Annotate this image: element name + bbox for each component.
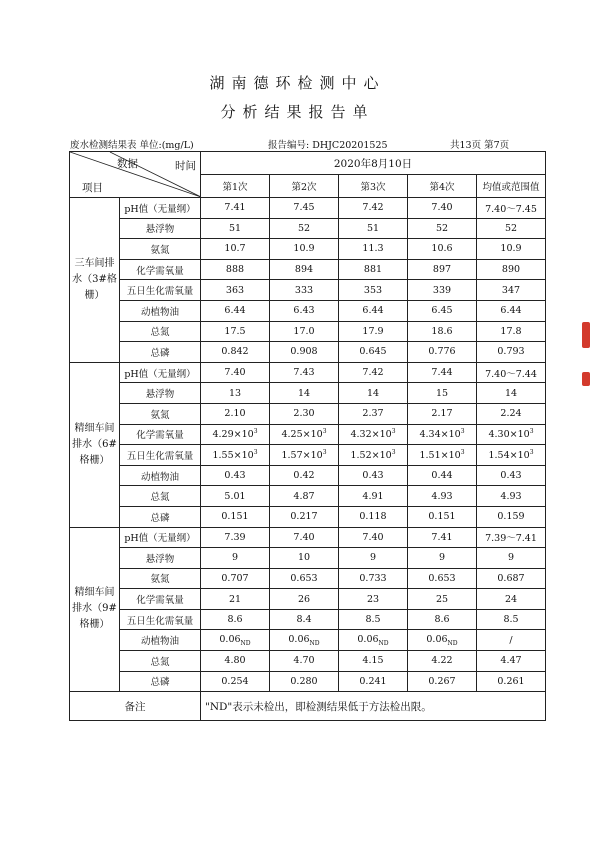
corner-item-label: 项目 xyxy=(82,182,103,194)
result-value: 10 xyxy=(270,548,339,569)
result-value: 10.9 xyxy=(270,239,339,260)
table-row xyxy=(70,280,546,301)
sample-point-label: 精细车间排水（6#格栅） xyxy=(70,362,120,527)
result-value: 11.3 xyxy=(339,239,408,260)
result-value: 6.44 xyxy=(477,300,546,321)
parameter-name: 悬浮物 xyxy=(120,383,201,404)
table-row xyxy=(70,342,546,363)
result-value: 0.241 xyxy=(339,671,408,692)
result-value: 4.22 xyxy=(408,651,477,672)
page-number: 共13页 第7页 xyxy=(450,140,510,151)
column-header: 第2次 xyxy=(270,175,339,198)
result-value: 23 xyxy=(339,589,408,610)
result-value: 8.4 xyxy=(270,609,339,630)
result-value: 2.24 xyxy=(477,403,546,424)
table-row xyxy=(70,506,546,527)
result-value: 353 xyxy=(339,280,408,301)
parameter-name: 动植物油 xyxy=(120,300,201,321)
parameter-name: 动植物油 xyxy=(120,630,201,651)
table-row xyxy=(70,445,546,466)
table-row xyxy=(70,383,546,404)
result-value: 8.5 xyxy=(477,609,546,630)
result-value: 15 xyxy=(408,383,477,404)
result-value: 7.39 xyxy=(201,527,270,548)
result-value: 0.908 xyxy=(270,342,339,363)
parameter-name: 氨氮 xyxy=(120,239,201,260)
result-value: $1.52\times 10^3$ xyxy=(339,445,408,466)
result-value: / xyxy=(477,630,546,651)
result-value: $4.25\times 10^3$ xyxy=(270,424,339,445)
result-value: 0.653 xyxy=(408,568,477,589)
parameter-name: 总氮 xyxy=(120,651,201,672)
result-value: 7.42 xyxy=(339,362,408,383)
parameter-name: 悬浮物 xyxy=(120,218,201,239)
result-value: 2.30 xyxy=(270,403,339,424)
result-value: 0.687 xyxy=(477,568,546,589)
parameter-name: 动植物油 xyxy=(120,465,201,486)
table-row xyxy=(70,300,546,321)
result-value: 18.6 xyxy=(408,321,477,342)
column-header: 第1次 xyxy=(201,175,270,198)
result-value: 0.261 xyxy=(477,671,546,692)
result-value: 0.653 xyxy=(270,568,339,589)
corner-data-label: 数据 xyxy=(117,158,138,170)
result-value: 7.40 xyxy=(408,198,477,219)
result-value: 7.45 xyxy=(270,198,339,219)
result-value: 339 xyxy=(408,280,477,301)
result-value: 7.41 xyxy=(408,527,477,548)
result-value: 2.37 xyxy=(339,403,408,424)
result-value: 9 xyxy=(339,548,408,569)
corner-diagonal-cell xyxy=(70,152,201,198)
parameter-name: 悬浮物 xyxy=(120,548,201,569)
org-name: 湖南德环检测中心 xyxy=(209,74,386,92)
result-value: 888 xyxy=(201,259,270,280)
result-value: 0.645 xyxy=(339,342,408,363)
result-value: 881 xyxy=(339,259,408,280)
result-value: 17.0 xyxy=(270,321,339,342)
parameter-name: 氨氮 xyxy=(120,568,201,589)
result-value: 7.40～7.45 xyxy=(477,198,546,219)
result-value: 10.7 xyxy=(201,239,270,260)
result-value: 4.47 xyxy=(477,651,546,672)
table-row xyxy=(70,321,546,342)
column-header: 均值或范围值 xyxy=(477,175,546,198)
result-value: 4.80 xyxy=(201,651,270,672)
result-value: $1.57\times 10^3$ xyxy=(270,445,339,466)
result-value: 0.267 xyxy=(408,671,477,692)
parameter-name: 氨氮 xyxy=(120,403,201,424)
result-value: 4.15 xyxy=(339,651,408,672)
result-value: 21 xyxy=(201,589,270,610)
result-value: 6.44 xyxy=(201,300,270,321)
result-value: 363 xyxy=(201,280,270,301)
result-value: 0.159 xyxy=(477,506,546,527)
result-value: 7.41 xyxy=(201,198,270,219)
result-value: 6.45 xyxy=(408,300,477,321)
result-value: 52 xyxy=(270,218,339,239)
parameter-name: 总氮 xyxy=(120,321,201,342)
result-value: 890 xyxy=(477,259,546,280)
document-title: 分析结果报告单 xyxy=(220,103,375,121)
result-value: 0.733 xyxy=(339,568,408,589)
result-value: 17.5 xyxy=(201,321,270,342)
results-table xyxy=(69,151,546,721)
result-value: 8.6 xyxy=(201,609,270,630)
result-value: 14 xyxy=(270,383,339,404)
table-row xyxy=(70,424,546,445)
result-value: 51 xyxy=(339,218,408,239)
table-row xyxy=(70,671,546,692)
table-row xyxy=(70,362,546,383)
table-row xyxy=(70,651,546,672)
result-value: 0.776 xyxy=(408,342,477,363)
parameter-name: 化学需氧量 xyxy=(120,259,201,280)
result-value: 5.01 xyxy=(201,486,270,507)
result-value: 25 xyxy=(408,589,477,610)
result-value: 8.5 xyxy=(339,609,408,630)
parameter-name: 总磷 xyxy=(120,671,201,692)
parameter-name: 五日生化需氧量 xyxy=(120,280,201,301)
parameter-name: 五日生化需氧量 xyxy=(120,445,201,466)
result-value: 24 xyxy=(477,589,546,610)
result-value: $4.32\times 10^3$ xyxy=(339,424,408,445)
note-row xyxy=(70,692,546,721)
result-value: $0.06_{ND}$ xyxy=(339,630,408,651)
result-value: 9 xyxy=(408,548,477,569)
result-value: $0.06_{ND}$ xyxy=(270,630,339,651)
result-value: $1.51\times 10^3$ xyxy=(408,445,477,466)
result-value: 347 xyxy=(477,280,546,301)
result-value: 7.40～7.44 xyxy=(477,362,546,383)
parameter-name: 总磷 xyxy=(120,506,201,527)
parameter-name: 总磷 xyxy=(120,342,201,363)
table-row xyxy=(70,218,546,239)
parameter-name: 五日生化需氧量 xyxy=(120,609,201,630)
result-value: 897 xyxy=(408,259,477,280)
result-value: 52 xyxy=(408,218,477,239)
result-value: 4.93 xyxy=(477,486,546,507)
result-value: $1.54\times 10^3$ xyxy=(477,445,546,466)
result-value: $0.06_{ND}$ xyxy=(201,630,270,651)
result-value: 894 xyxy=(270,259,339,280)
column-header: 第3次 xyxy=(339,175,408,198)
result-value: 0.43 xyxy=(477,465,546,486)
parameter-name: pH值（无量纲） xyxy=(120,527,201,548)
table-row xyxy=(70,589,546,610)
parameter-name: 化学需氧量 xyxy=(120,589,201,610)
result-value: 4.87 xyxy=(270,486,339,507)
result-value: 17.8 xyxy=(477,321,546,342)
date-header: 2020年8月10日 xyxy=(201,152,546,175)
result-value: 14 xyxy=(339,383,408,404)
result-value: 0.118 xyxy=(339,506,408,527)
result-value: 0.280 xyxy=(270,671,339,692)
result-value: 10.9 xyxy=(477,239,546,260)
sample-point-label: 三车间排水（3#格栅） xyxy=(70,198,120,363)
result-value: $4.34\times 10^3$ xyxy=(408,424,477,445)
result-value: 0.151 xyxy=(408,506,477,527)
result-value: 7.40 xyxy=(339,527,408,548)
table-row xyxy=(70,527,546,548)
table-row xyxy=(70,403,546,424)
result-value: 2.10 xyxy=(201,403,270,424)
result-value: 13 xyxy=(201,383,270,404)
result-value: 0.793 xyxy=(477,342,546,363)
result-value: 10.6 xyxy=(408,239,477,260)
result-value: 4.93 xyxy=(408,486,477,507)
result-value: 0.254 xyxy=(201,671,270,692)
result-value: 17.9 xyxy=(339,321,408,342)
result-value: 0.43 xyxy=(339,465,408,486)
result-value: 0.151 xyxy=(201,506,270,527)
result-value: 9 xyxy=(477,548,546,569)
note-text: "ND"表示未检出，即检测结果低于方法检出限。 xyxy=(201,692,546,721)
table-row xyxy=(70,548,546,569)
parameter-name: pH值（无量纲） xyxy=(120,198,201,219)
result-value: 9 xyxy=(201,548,270,569)
result-value: 26 xyxy=(270,589,339,610)
result-value: 2.17 xyxy=(408,403,477,424)
result-value: 51 xyxy=(201,218,270,239)
parameter-name: 化学需氧量 xyxy=(120,424,201,445)
result-value: 4.70 xyxy=(270,651,339,672)
report-number: 报告编号: DHJC20201525 xyxy=(268,140,388,151)
parameter-name: 总氮 xyxy=(120,486,201,507)
result-value: $1.55\times 10^3$ xyxy=(201,445,270,466)
result-value: 7.40 xyxy=(270,527,339,548)
result-value: 333 xyxy=(270,280,339,301)
note-label: 备注 xyxy=(70,692,201,721)
table-row xyxy=(70,486,546,507)
result-value: $4.29\times 10^3$ xyxy=(201,424,270,445)
corner-time-label: 时间 xyxy=(175,160,196,172)
result-value: 0.44 xyxy=(408,465,477,486)
column-header: 第4次 xyxy=(408,175,477,198)
result-value: 7.40 xyxy=(201,362,270,383)
result-value: 6.44 xyxy=(339,300,408,321)
table-row xyxy=(70,609,546,630)
table-row xyxy=(70,465,546,486)
result-value: 52 xyxy=(477,218,546,239)
result-value: 4.91 xyxy=(339,486,408,507)
result-value: 8.6 xyxy=(408,609,477,630)
result-value: 6.43 xyxy=(270,300,339,321)
result-value: 7.44 xyxy=(408,362,477,383)
result-value: 0.842 xyxy=(201,342,270,363)
table-row xyxy=(70,198,546,219)
result-value: 7.39～7.41 xyxy=(477,527,546,548)
result-value: 7.42 xyxy=(339,198,408,219)
result-value: 0.217 xyxy=(270,506,339,527)
parameter-name: pH值（无量纲） xyxy=(120,362,201,383)
binding-mark xyxy=(582,322,590,348)
result-value: 0.42 xyxy=(270,465,339,486)
sample-point-label: 精细车间排水（9#格栅） xyxy=(70,527,120,692)
table-row xyxy=(70,630,546,651)
result-value: 7.43 xyxy=(270,362,339,383)
result-value: 0.707 xyxy=(201,568,270,589)
table-name-unit: 废水检测结果表 单位:(mg/L) xyxy=(70,140,194,151)
table-row xyxy=(70,568,546,589)
result-value: $0.06_{ND}$ xyxy=(408,630,477,651)
table-row xyxy=(70,239,546,260)
binding-mark xyxy=(582,372,590,386)
result-value: 0.43 xyxy=(201,465,270,486)
result-value: 14 xyxy=(477,383,546,404)
result-value: $4.30\times 10^3$ xyxy=(477,424,546,445)
table-row xyxy=(70,259,546,280)
